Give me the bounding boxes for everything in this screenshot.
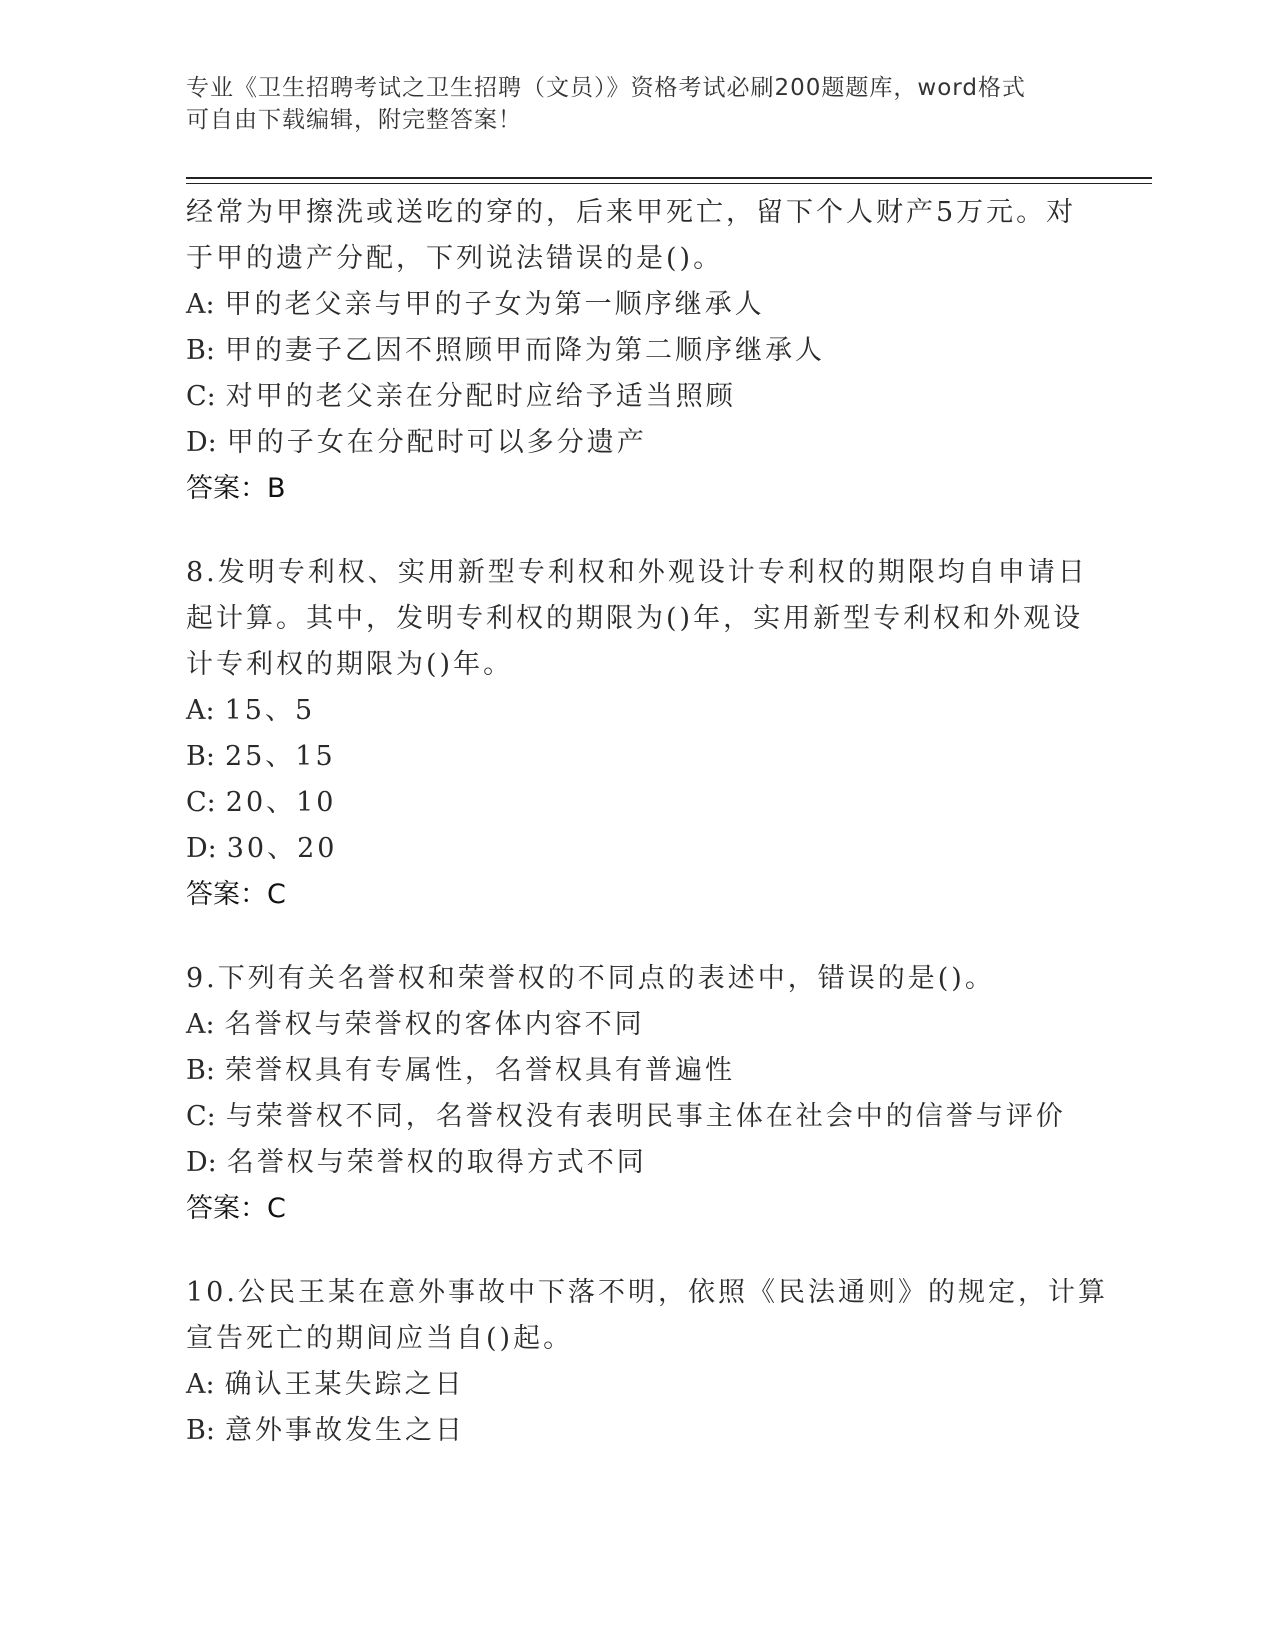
stem-line: 起计算。其中，发明专利权的期限为()年，实用新型专利权和外观设 bbox=[186, 603, 1084, 634]
spacer bbox=[186, 1232, 1086, 1270]
header-rule-top bbox=[186, 177, 1152, 179]
option-b bbox=[186, 1048, 1086, 1094]
question-stem bbox=[186, 1270, 1108, 1362]
option-key: A: bbox=[186, 289, 215, 320]
option-key: C: bbox=[186, 381, 216, 412]
stem-line: 计专利权的期限为()年。 bbox=[186, 649, 514, 680]
option-text: 甲的妻子乙因不照顾甲而降为第二顺序继承人 bbox=[224, 335, 825, 366]
question-block bbox=[186, 1270, 1108, 1454]
option-a bbox=[186, 688, 1086, 734]
option-b bbox=[186, 1408, 1086, 1454]
question-block bbox=[186, 956, 1086, 1232]
question-list bbox=[186, 190, 1108, 1454]
header-line-1: 专业《卫生招聘考试之卫生招聘（文员）》资格考试必刷200题题库，word格式 bbox=[186, 75, 1026, 101]
option-key: D: bbox=[186, 833, 217, 864]
question-block bbox=[186, 190, 1086, 512]
option-key: A: bbox=[186, 695, 215, 726]
question-stem bbox=[186, 190, 1086, 282]
stem-line: 宣告死亡的期间应当自()起。 bbox=[186, 1323, 574, 1354]
option-d bbox=[186, 826, 1086, 872]
option-text: 15、5 bbox=[224, 695, 316, 726]
option-text: 名誉权与荣誉权的取得方式不同 bbox=[226, 1147, 647, 1178]
option-c bbox=[186, 374, 1086, 420]
option-key: D: bbox=[186, 1147, 217, 1178]
question-stem bbox=[186, 550, 1086, 688]
stem-line: 10.公民王某在意外事故中下落不明，依照《民法通则》的规定，计算 bbox=[186, 1277, 1108, 1308]
option-key: C: bbox=[186, 1101, 216, 1132]
document-header bbox=[186, 72, 1066, 136]
option-a bbox=[186, 282, 1086, 328]
header-line-2: 可自由下载编辑，附完整答案！ bbox=[186, 107, 522, 133]
option-text: 名誉权与荣誉权的客体内容不同 bbox=[224, 1009, 645, 1040]
option-d bbox=[186, 1140, 1086, 1186]
header-rule-bottom bbox=[186, 183, 1152, 184]
option-key: A: bbox=[186, 1009, 215, 1040]
answer-line: 答案：C bbox=[186, 1193, 286, 1224]
option-text: 意外事故发生之日 bbox=[224, 1415, 465, 1446]
option-a bbox=[186, 1362, 1086, 1408]
option-text: 荣誉权具有专属性，名誉权具有普遍性 bbox=[224, 1055, 735, 1086]
option-c bbox=[186, 1094, 1086, 1140]
stem-line: 9.下列有关名誉权和荣誉权的不同点的表述中，错误的是()。 bbox=[186, 963, 995, 994]
option-key: B: bbox=[186, 1415, 215, 1446]
spacer bbox=[186, 512, 1086, 550]
option-d bbox=[186, 420, 1086, 466]
option-text: 30、20 bbox=[226, 833, 338, 864]
stem-line: 于甲的遗产分配，下列说法错误的是()。 bbox=[186, 243, 724, 274]
option-text: 甲的老父亲与甲的子女为第一顺序继承人 bbox=[224, 289, 765, 320]
option-key: A: bbox=[186, 1369, 215, 1400]
option-text: 20、10 bbox=[225, 787, 337, 818]
option-a bbox=[186, 1002, 1086, 1048]
option-key: B: bbox=[186, 1055, 215, 1086]
option-key: B: bbox=[186, 741, 215, 772]
option-key: D: bbox=[186, 427, 217, 458]
answer-line: 答案：C bbox=[186, 879, 286, 910]
option-b bbox=[186, 734, 1086, 780]
option-text: 确认王某失踪之日 bbox=[224, 1369, 465, 1400]
option-text: 与荣誉权不同，名誉权没有表明民事主体在社会中的信誉与评价 bbox=[225, 1101, 1066, 1132]
spacer bbox=[186, 918, 1086, 956]
question-block bbox=[186, 550, 1086, 918]
answer-line: 答案：B bbox=[186, 473, 286, 504]
option-text: 对甲的老父亲在分配时应给予适当照顾 bbox=[225, 381, 736, 412]
option-c bbox=[186, 780, 1086, 826]
stem-line: 8.发明专利权、实用新型专利权和外观设计专利权的期限均自申请日 bbox=[186, 557, 1088, 588]
option-text: 甲的子女在分配时可以多分遗产 bbox=[226, 427, 647, 458]
option-text: 25、15 bbox=[224, 741, 336, 772]
question-stem bbox=[186, 956, 1086, 1002]
option-key: C: bbox=[186, 787, 216, 818]
stem-line: 经常为甲擦洗或送吃的穿的，后来甲死亡，留下个人财产5万元。对 bbox=[186, 197, 1077, 228]
option-b bbox=[186, 328, 1086, 374]
option-key: B: bbox=[186, 335, 215, 366]
